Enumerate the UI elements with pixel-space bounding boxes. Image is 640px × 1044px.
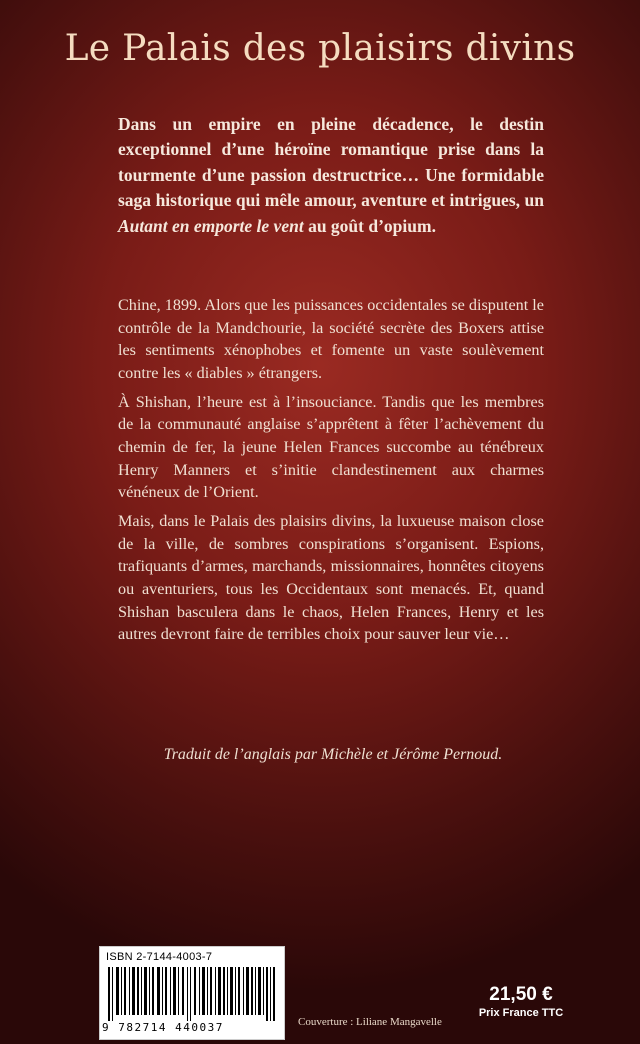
price-label: Prix France TTC [478, 1007, 564, 1019]
barcode-digits: 9 782714 440037 [102, 1021, 224, 1034]
synopsis-paragraph-1: Chine, 1899. Alors que les puissances occidentales se disputent le contrôle de la Mandchourie, la société secrète des Boxers attise les sentiments xénophobes et fomente un vaste soulèvement contre les « diables » étrangers. [118, 296, 544, 383]
barcode-box [99, 946, 285, 1040]
price-block [472, 984, 570, 1020]
blurb-text-1: Dans un empire en pleine décadence, le destin exceptionnel d’une héroïne romantique prise dans la tourmente d’une passion destructrice… Une formidable saga historique qui mêle amour, aventure et intrigues, un [118, 114, 544, 211]
blurb-text-2: au goût d’opium. [303, 215, 436, 236]
translator-credit: Traduit de l’anglais par Michèle et Jérôme Pernoud. [163, 746, 503, 763]
cover-credit: Couverture : Liliane Mangavelle [298, 1016, 442, 1028]
isbn-label: ISBN 2-7144-4003-7 [106, 951, 213, 963]
book-title: Le Palais des plaisirs divins [64, 28, 576, 69]
synopsis-paragraph-2: À Shishan, l’heure est à l’insouciance. Tandis que les membres de la communauté anglaise s’apprêtent à fêter l’achèvement du chemin de fer, la jeune Helen Frances succombe au ténébreux Henry Manners et s’initie clandestinement aux charmes vénéneux de l’Orient. [118, 392, 544, 502]
price-amount: 21,50 € [489, 984, 553, 1005]
synopsis-paragraph-3: Mais, dans le Palais des plaisirs divins, la luxueuse maison close de la ville, de sombres conspirations s’organisent. Espions, trafiquants d’armes, marchands, missionnaires, honnêtes citoyens ou aventuriers, tous les Occidentaux sont menacés. Et, quand Shishan basculera dans le chaos, Helen Frances, Henry et les autres devront faire de terribles choix pour sauver leur vie… [118, 512, 544, 644]
barcode-icon [108, 967, 276, 1021]
blurb [118, 112, 544, 239]
blurb-italic-title: Autant en emporte le vent [118, 215, 304, 236]
synopsis [118, 294, 544, 652]
